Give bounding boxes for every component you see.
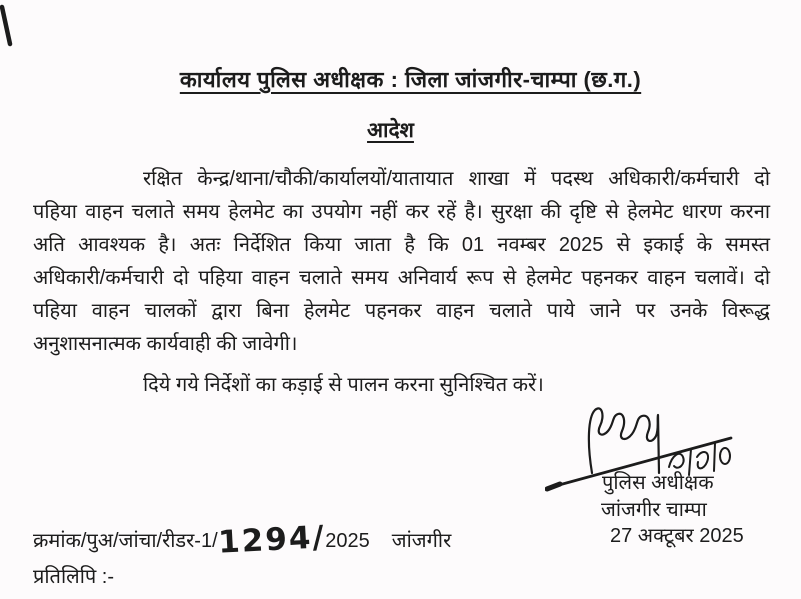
closing-line: दिये गये निर्देशों का कड़ाई से पालन करना सुनिश्चित करें। — [143, 374, 544, 396]
signer-district: जांजगीर चाम्पा — [601, 499, 707, 521]
ref-year: 2025 — [325, 530, 370, 552]
ref-number-handwritten: 1294/ — [216, 519, 327, 561]
signer-designation: पुलिस अधीक्षक — [602, 472, 714, 494]
order-title: आदेश — [367, 119, 414, 142]
office-header: कार्यालय पुलिस अधीक्षक : जिला जांजगीर-चाम्पा (छ.ग.) — [179, 67, 642, 92]
copy-label: प्रतिलिपि :- — [33, 566, 115, 588]
signature-date: 27 अक्टूबर 2025 — [610, 525, 744, 547]
corner-pen-mark — [0, 0, 24, 56]
ref-line — [33, 519, 452, 561]
paragraph-line: अति आवश्यक है। अतः निर्देशित किया जाता है कि 01 नवम्बर 2025 से इकाई के समस्त — [33, 234, 770, 256]
order-paragraph — [33, 163, 770, 361]
ref-prefix: क्रमांक/पुअ/जांचा/रीडर-1/ — [33, 530, 218, 552]
ref-place: जांजगीर — [391, 530, 452, 552]
paragraph-line: रक्षित केन्द्र/थाना/चौकी/कार्यालयों/यातायात शाखा में पदस्थ अधिकारी/कर्मचारी दो — [143, 168, 770, 190]
paragraph-line: अधिकारी/कर्मचारी दो पहिया वाहन चलाते समय अनिवार्य रूप से हेलमेट पहनकर वाहन चलावें। दो — [33, 267, 770, 289]
paragraph-line: अनुशासनात्मक कार्यवाही की जावेगी। — [33, 333, 298, 355]
paragraph-line: पहिया वाहन चालकों द्वारा बिना हेलमेट पहनकर वाहन चलाते पाये जाने पर उनके विरूद्ध — [33, 300, 770, 322]
paragraph-line: पहिया वाहन चलाते समय हेलमेट का उपयोग नहीं कर रहें है। सुरक्षा की दृष्टि से हेलमेट धारण करना — [33, 201, 770, 223]
